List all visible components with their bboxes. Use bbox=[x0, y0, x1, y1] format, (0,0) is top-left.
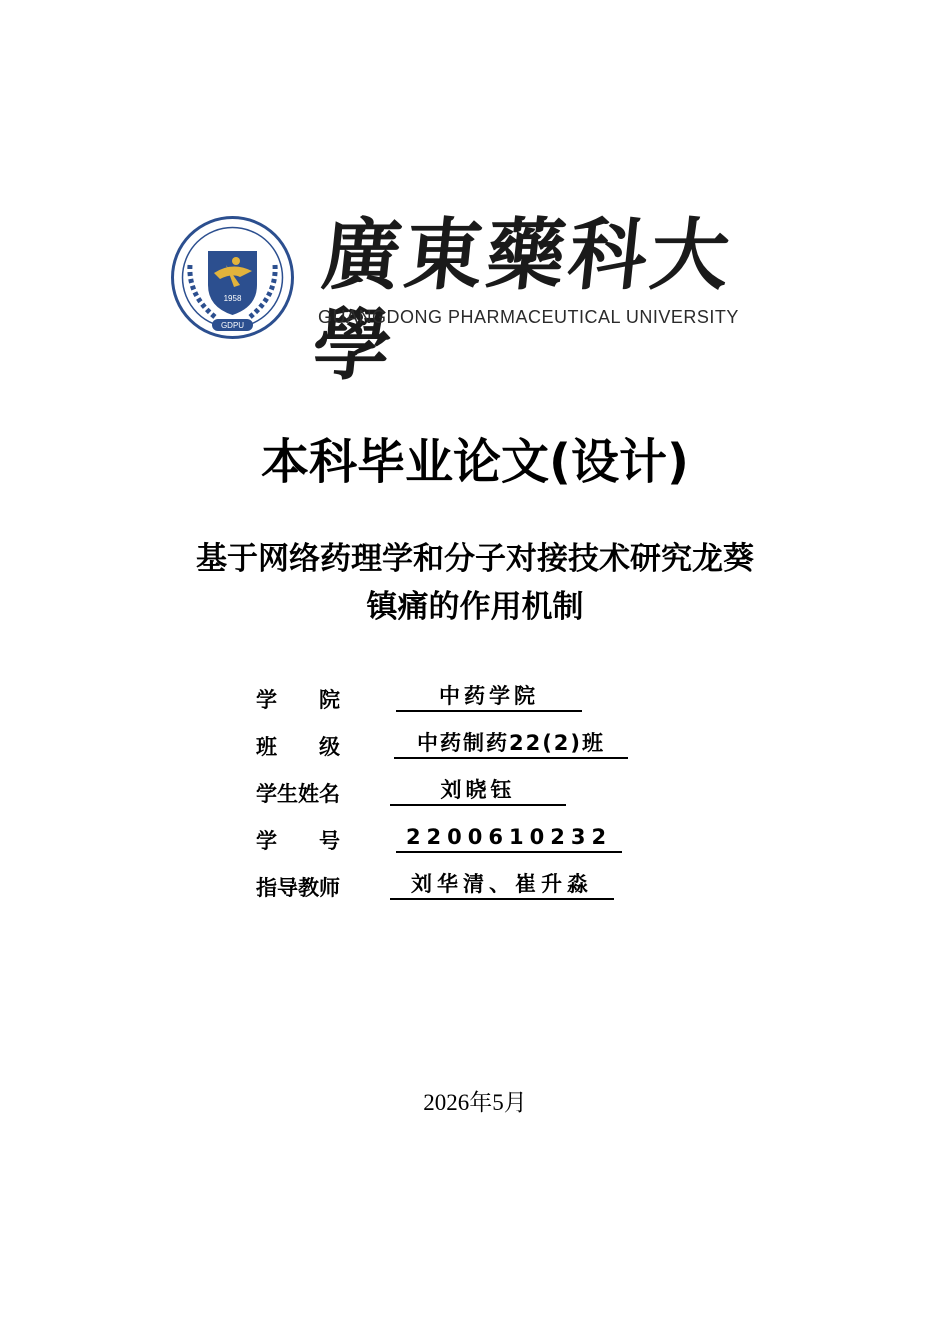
info-label: 学 号 bbox=[256, 829, 340, 853]
svg-text:1958: 1958 bbox=[223, 294, 242, 303]
info-value: 中药学院 bbox=[396, 682, 582, 712]
thesis-title-line-1: 基于网络药理学和分子对接技术研究龙葵 bbox=[196, 541, 754, 577]
submission-date: 2026年5月 bbox=[423, 1090, 527, 1115]
info-value: 中药制药22(2)班 bbox=[394, 729, 628, 759]
info-row-student-id bbox=[256, 821, 706, 868]
info-value: 2200610232 bbox=[396, 823, 622, 853]
info-row-advisor bbox=[256, 868, 706, 915]
thesis-title-line-2: 镇痛的作用机制 bbox=[366, 589, 584, 625]
info-value: 刘晓钰 bbox=[390, 776, 566, 806]
info-value: 刘华清、崔升淼 bbox=[390, 870, 614, 900]
university-wordmark bbox=[308, 205, 778, 391]
info-label: 学 院 bbox=[256, 688, 340, 712]
university-logo bbox=[170, 205, 780, 391]
university-name-en: GUANGDONG PHARMACEUTICAL UNIVERSITY bbox=[318, 307, 739, 327]
info-row-student-name bbox=[256, 774, 706, 821]
page-title: 本科毕业论文(设计) bbox=[261, 434, 689, 490]
university-name-cn: 廣東藥科大學 bbox=[308, 210, 738, 391]
info-row-college bbox=[256, 680, 706, 727]
thesis-title bbox=[0, 535, 950, 631]
info-label: 指导教师 bbox=[256, 876, 340, 900]
info-label: 学生姓名 bbox=[256, 782, 340, 806]
student-info bbox=[256, 680, 706, 915]
info-label: 班 级 bbox=[256, 735, 340, 759]
university-seal-icon bbox=[170, 215, 295, 340]
svg-text:GDPU: GDPU bbox=[220, 321, 245, 330]
info-row-class bbox=[256, 727, 706, 774]
